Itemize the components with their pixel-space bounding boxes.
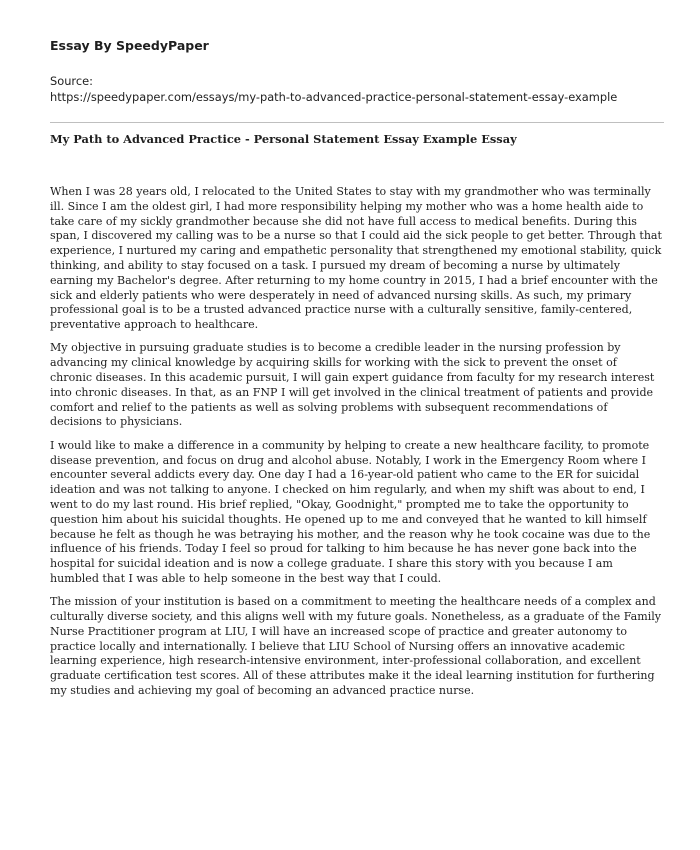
essay-paragraph: The mission of your institution is based on a commitment to meeting the healthcare needs of a complex and culturally diverse society, and this aligns well with my future goals. Nonetheless, as a graduate of the Family Nurse Practitioner program at LIU, I will have an increased scope of practice and greater autonomy to practice locally and internationally. I believe that LIU School of Nursing offers an innovative academic learning experience, high research-intensive environment, inter-professional collaboration, and excellent graduate certification test scores. All of these attributes make it the ideal learning institution for furthering my studies and achieving my goal of becoming an advanced practice nurse. — [50, 595, 662, 697]
essay-paragraph: I would like to make a difference in a community by helping to create a new healthcare facility, to promote disease prevention, and focus on drug and alcohol abuse. Notably, I work in the Emergency Room where I encounter several addicts every day. One day I had a 16-year-old patient who came to the ER for suicidal ideation and was not talking to anyone. I checked on him regularly, and when my shift was about to end, I went to do my last round. His brief replied, "Okay, Goodnight," prompted me to take the opportunity to question him about his suicidal thoughts. He opened up to me and conveyed that he wanted to kill himself because he felt as though he was betraying his mother, and the reason why he took cocaine was due to the influence of his friends. Today I feel so proud for talking to him because he has never gone back into the hospital for suicidal ideation and is now a college graduate. I share this story with you because I am humbled that I was able to help someone in the best way that I could. — [50, 438, 651, 585]
source-label: Source: — [50, 74, 93, 88]
document-page — [50, 38, 662, 707]
header-divider — [50, 122, 664, 123]
essay-title: My Path to Advanced Practice - Personal Statement Essay Example Essay — [50, 132, 517, 146]
source-url-link[interactable]: https://speedypaper.com/essays/my-path-to-advanced-practice-personal-statement-essay-example — [50, 90, 618, 104]
brand-heading: Essay By SpeedyPaper — [50, 38, 209, 53]
essay-body — [50, 185, 662, 699]
essay-paragraph: When I was 28 years old, I relocated to the United States to stay with my grandmother who was terminally ill. Since I am the oldest girl, I had more responsibility helping my mother who was a home health aide to take care of my sickly grandmother because she did not have full access to medical benefits. During this span, I discovered my calling was to be a nurse so that I could aid the sick people to get better. Through that experience, I nurtured my caring and empathetic personality that strengthened my emotional stability, quick thinking, and ability to stay focused on a task. I pursued my dream of becoming a nurse by ultimately earning my Bachelor's degree. After returning to my home country in 2015, I had a brief encounter with the sick and elderly patients who were desperately in need of advanced nursing skills. As such, my primary professional goal is to be a trusted advanced practice nurse with a culturally sensitive, family-centered, preventative approach to healthcare. — [50, 185, 662, 332]
essay-paragraph: My objective in pursuing graduate studies is to become a credible leader in the nursing profession by advancing my clinical knowledge by acquiring skills for working with the sick to prevent the onset of chronic diseases. In this academic pursuit, I will gain expert guidance from faculty for my research interest into chronic diseases. In that, as an FNP I will get involved in the clinical treatment of patients and provide comfort and relief to the patients as well as solving problems with subsequent recommendations of decisions to physicians. — [50, 341, 655, 429]
